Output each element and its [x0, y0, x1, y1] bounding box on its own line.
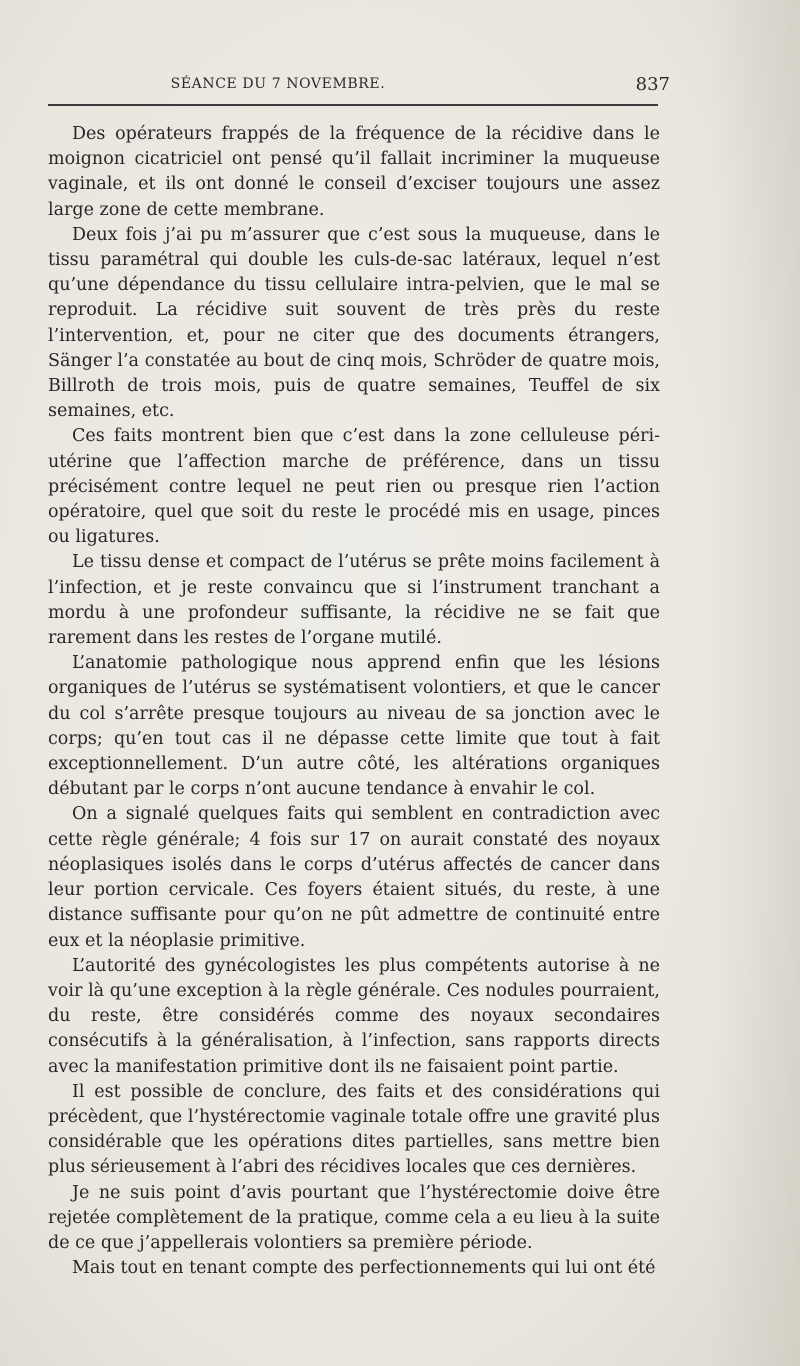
paragraph: Le tissu dense et compact de l’utérus se prête moins facilement à l’infection, et je reste convaincu que si l’instrument tranchant a mordu à une profondeur suffisante, la récidive ne se fait que rarement dans les restes de l’organe mutilé. — [48, 552, 660, 649]
running-title: SÉANCE DU 7 NOVEMBRE. — [170, 76, 386, 92]
paragraph: Des opérateurs frappés de la fréquence de la récidive dans le moignon cicatriciel ont pensé qu’il fallait incriminer la muqueuse vaginale, et ils ont donné le conseil d’exciser toujours une assez large zone de cette membrane. — [48, 124, 660, 220]
paragraph: L’autorité des gynécologistes les plus compétents autorise à ne voir là qu’une exception à la règle générale. Ces nodules pourraient, du reste, être considérés comme des noyaux secondaires consécutifs à la généralisation, à l’infection, sans rapports directs avec la manifestation primitive dont ils ne faisaient point partie. — [48, 955, 660, 1077]
paragraph: On a signalé quelques faits qui semblent en contradiction avec cette règle générale; 4 fois sur 17 on aurait constaté des noyaux néoplasiques isolés dans le corps d’utérus affectés de cancer dans leur portion cervicale. Ces foyers étaient situés, du reste, à une distance suffisante pour qu’on ne pût admettre de continuité entre eux et la néoplasie primitive. — [48, 804, 660, 951]
page-header — [48, 74, 670, 100]
paragraph: Mais tout en tenant compte des perfectionnements qui lui ont été — [72, 1258, 656, 1279]
paragraph: Je ne suis point d’avis pourtant que l’hystérectomie doive être rejetée complètement de la pratique, comme cela a eu lieu à la suite de ce que j’appellerais volontiers sa première période. — [48, 1182, 660, 1253]
page-edge-shadow — [710, 0, 800, 1366]
paragraph: Deux fois j’ai pu m’assurer que c’est sous la muqueuse, dans le tissu paramétral qui double les culs-de-sac latéraux, lequel n’est qu’une dépendance du tissu cellulaire intra-pelvien, que le mal se reproduit. La récidive suit souvent de très près du reste l’intervention, et, pour ne citer que des documents étrangers, Sänger l’a constatée au bout de cinq mois, Schröder de quatre mois, Billroth de trois mois, puis de quatre semaines, Teuffel de six semaines, etc. — [48, 224, 660, 422]
page-number: 837 — [635, 74, 670, 95]
paragraph: Ces faits montrent bien que c’est dans la zone celluleuse péri-utérine que l’affection marche de préférence, dans un tissu précisément contre lequel ne peut rien ou presque rien l’action opératoire, quel que soit du reste le procédé mis en usage, pinces ou ligatures. — [48, 426, 660, 548]
body-text — [48, 122, 660, 1281]
paragraph: L’anatomie pathologique nous apprend enfin que les lésions organiques de l’utérus se systématisent volontiers, et que le cancer du col s’arrête presque toujours au niveau de sa jonction avec le corps; qu’en tout cas il ne dépasse cette limite que tout à fait exceptionnellement. D’un autre côté, les altérations organiques débutant par le corps n’ont aucune tendance à envahir le col. — [48, 653, 660, 800]
header-rule — [48, 104, 658, 106]
paragraph: Il est possible de conclure, des faits et des considérations qui précèdent, que l’hystérectomie vaginale totale offre une gravité plus considérable que les opérations dites partielles, sans mettre bien plus sérieusement à l’abri des récidives locales que ces dernières. — [48, 1081, 660, 1178]
